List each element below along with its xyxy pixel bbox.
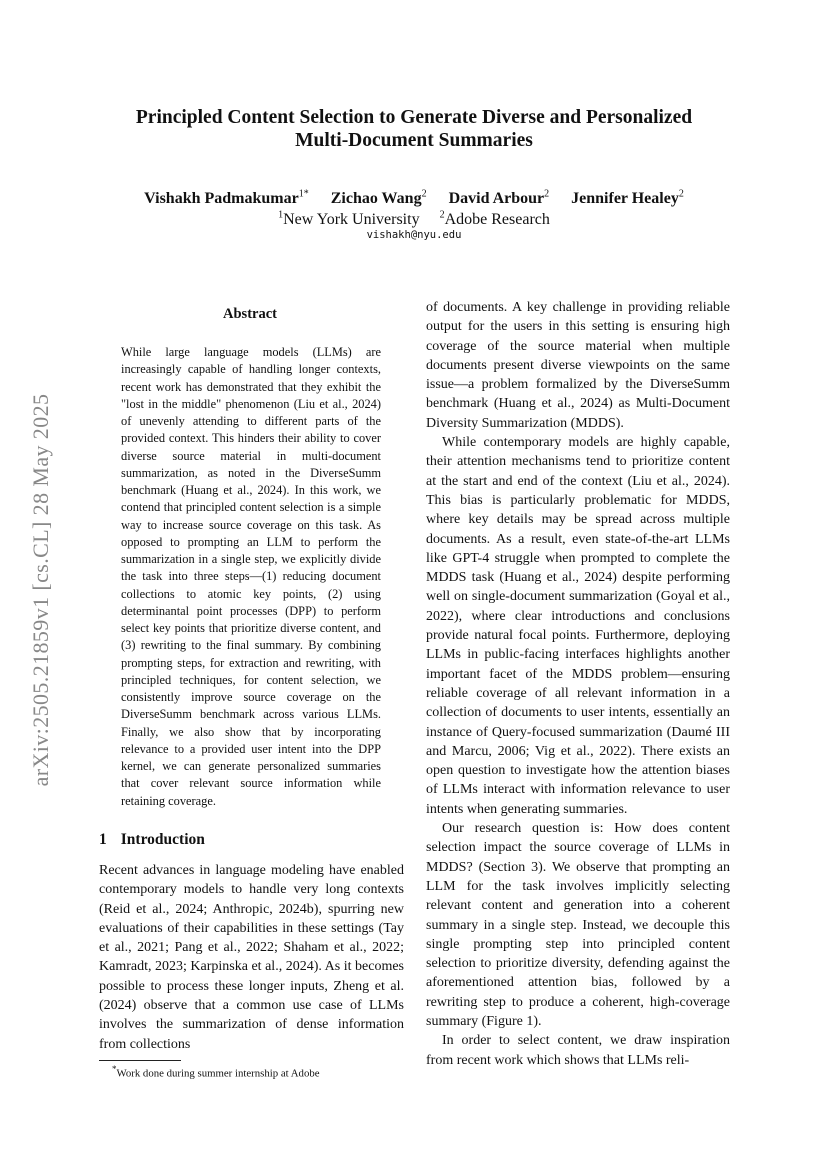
footnote-marker: *	[112, 1064, 117, 1074]
affiliation	[278, 211, 419, 228]
arxiv-identifier[interactable]: arXiv:2505.21859v1 [cs.CL] 28 May 2025	[28, 393, 53, 787]
author-name: David Arbour	[448, 190, 545, 208]
affiliation-name: New York University	[283, 211, 420, 229]
paper-title	[90, 106, 738, 152]
author-name: Zichao Wang	[330, 190, 422, 208]
paragraph: of documents. A key challenge in providing reliable output for the users in this setting is ensuring high coverage of the source material when multiple documents present diverse viewpoints on the same issue—a problem formalized by the DiverseSumm benchmark (Huang et al., 2024) as Multi-Document Diversity Summarization (MDDS).	[426, 300, 730, 431]
title-line-1: Principled Content Selection to Generate Diverse and Personalized	[135, 107, 693, 128]
arxiv-sidebar	[18, 340, 64, 840]
author-name: Jennifer Healey	[571, 190, 679, 208]
introduction-right-column	[426, 298, 730, 1070]
affiliation-mark: 1	[278, 210, 284, 221]
author-affil-mark: 2	[544, 189, 550, 200]
author-affil-mark: 2	[678, 189, 684, 200]
affiliation	[440, 211, 550, 228]
introduction-left-column: Recent advances in language modeling have enabled contemporary models to handle very long contexts (Reid et al., 2024; Anthropic, 2024b), spurring new evaluations of their capabilities in these settings (Tay et al., 2021; Pang et al., 2022; Shaham et al., 2022; Kamradt, 2023; Karpinska et al., 2024). As it becomes possible to process these longer inputs, Zheng et al. (2024) observe that a common use case of LLMs involves the summarization of dense information from collections	[99, 863, 404, 1052]
author-affil-mark: 1*	[298, 189, 309, 200]
footnote-rule	[99, 1060, 181, 1061]
affiliation-list	[60, 205, 768, 231]
author-email[interactable]: vishakh@nyu.edu	[366, 229, 462, 241]
abstract-heading: Abstract	[223, 306, 277, 322]
affiliation-name: Adobe Research	[444, 211, 550, 229]
title-line-2: Multi-Document Summaries	[295, 130, 533, 151]
author-name: Vishakh Padmakumar	[144, 190, 299, 208]
abstract-body: While large language models (LLMs) are increasingly capable of handling longer contexts, recent work has demonstrated that they exhibit the "lost in the middle" phenomenon (Liu et al., 2024) of unevenly attending to different parts of the provided context. This hinders their ability to cover diverse source material in multi-document summarization, as noted in the DiverseSumm benchmark (Huang et al., 2024). In this work, we contend that principled content selection is a simple way to increase source coverage on this task. As opposed to prompting an LLM to perform the summarization in a single step, we explicitly divide the task into three steps—(1) reducing document collections to atomic key points, (2) using determinantal point processes (DPP) to perform select key points that prioritize diverse content, and (3) rewriting to the final summary. By combining prompting steps, for extraction and rewriting, with principled techniques, for content selection, we consistently improve source coverage on the DiverseSumm benchmark across various LLMs. Finally, we also show that by incorporating relevance to a provided user intent into the DPP kernel, we can generate personalized summaries that cover relevant source information while retaining coverage.	[121, 345, 381, 808]
section-number: 1	[99, 831, 107, 848]
paragraph: In order to select content, we draw inspiration from recent work which shows that LLMs reli-	[426, 1033, 730, 1068]
section-heading-introduction	[99, 831, 205, 849]
affiliation-mark: 2	[439, 210, 445, 221]
footnote	[112, 1064, 320, 1080]
section-title: Introduction	[120, 831, 205, 848]
author-affil-mark: 2	[421, 189, 427, 200]
footnote-text: Work done during summer internship at Adobe	[116, 1067, 320, 1080]
paragraph: While contemporary models are highly capable, their attention mechanisms tend to prioritize content at the start and end of the context (Liu et al., 2024). This bias is particularly problematic for MDDS, where key details may be spread across multiple documents. As a result, even state-of-the-art LLMs like GPT-4 struggle when prompted to complete the MDDS task (Huang et al., 2024) despite performing well on single-document summarization (Goyal et al., 2022), where clear introductions and conclusions provide natural focal points. Furthermore, deploying LLMs in public-facing interfaces highlights another important facet of the MDDS problem—ensuring reliable coverage of all relevant information in a collection of documents to user intents, essentially an instance of Query-focused summarization (Daumé III and Marcu, 2006; Vig et al., 2022). There exists an open question to investigate how the attention biases of LLMs interact with information relevance to user intents when generating summaries.	[426, 435, 730, 817]
paragraph: Our research question is: How does content selection impact the source coverage of LLMs in MDDS? (Section 3). We observe that prompting an LLM for the task involves implicitly selecting relevant content and generation into a coherent summary in a single step. Instead, we decouple this single prompting step into principled content selection to prioritize diversity, defending against the aforementioned attention bias, followed by a rewriting step to produce a coherent, high-coverage summary (Figure 1).	[426, 821, 730, 1029]
